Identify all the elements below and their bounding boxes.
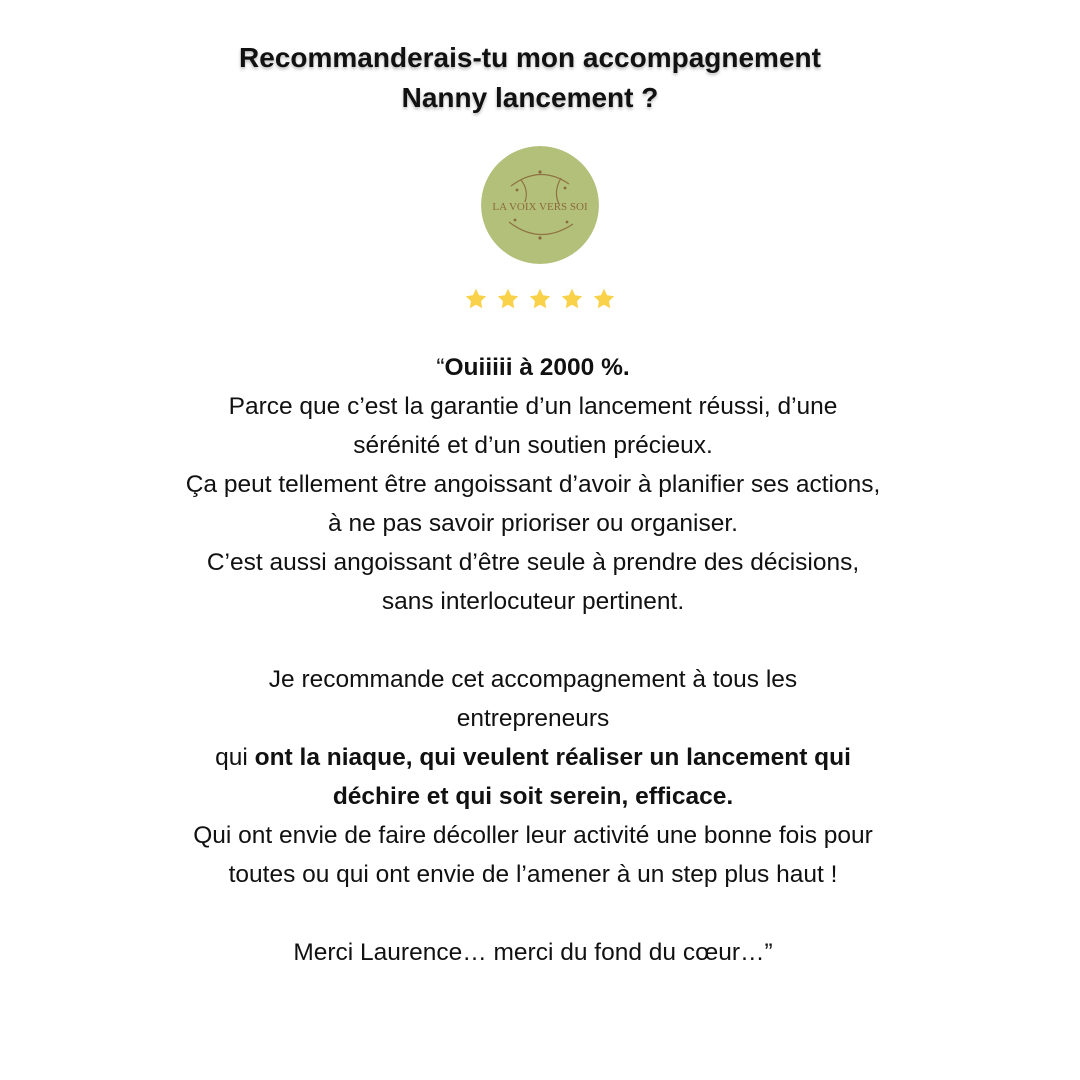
paragraph-gap	[60, 621, 1006, 660]
testimonial-line: C’est aussi angoissant d’être seule à prendre des décisions,	[206, 549, 860, 576]
logo-dot	[514, 219, 517, 222]
logo-dot	[538, 170, 541, 173]
testimonial-line: sans interlocuteur pertinent.	[381, 588, 685, 615]
testimonial-opening	[60, 348, 1006, 387]
star-icon	[464, 287, 488, 311]
testimonial	[60, 348, 1006, 972]
testimonial-line	[60, 777, 1006, 816]
star-rating	[0, 287, 1080, 311]
para2-prefix: qui	[215, 744, 255, 771]
logo-dot	[516, 189, 519, 192]
star-icon	[560, 287, 584, 311]
testimonial-line: à ne pas savoir prioriser ou organiser.	[328, 510, 738, 537]
star-icon	[528, 287, 552, 311]
testimonial-line: Qui ont envie de faire décoller leur activité une bonne fois pour	[193, 822, 873, 849]
testimonial-line: sérénité et d’un soutien précieux.	[353, 432, 713, 459]
testimonial-line: Ça peut tellement être angoissant d’avoir à planifier ses actions,	[185, 471, 881, 498]
page-title	[0, 38, 1060, 118]
title-line-1: Recommanderais-tu mon accompagnement	[239, 42, 821, 73]
logo-dot	[538, 236, 541, 239]
logo-dot	[564, 187, 567, 190]
logo-emblem	[481, 146, 599, 264]
para2-bold-1: ont la niaque, qui veulent réaliser un lancement qui	[254, 744, 851, 771]
brand-logo	[481, 146, 599, 264]
testimonial-closing: Merci Laurence… merci du fond du cœur…”	[293, 939, 773, 966]
testimonial-line: entrepreneurs	[456, 705, 610, 732]
title-line-2: Nanny lancement ?	[401, 82, 659, 113]
logo-dot	[566, 221, 569, 224]
logo-text: LA VOIX VERS SOI	[492, 201, 588, 213]
open-quote: “	[436, 354, 445, 381]
testimonial-line	[60, 738, 1006, 777]
star-icon	[496, 287, 520, 311]
star-icon	[592, 287, 616, 311]
para2-bold-2: déchire et qui soit serein, efficace.	[332, 783, 734, 810]
testimonial-line: toutes ou qui ont envie de l’amener à un step plus haut !	[228, 861, 838, 888]
testimonial-line: Je recommande cet accompagnement à tous les	[268, 666, 798, 693]
paragraph-gap	[60, 894, 1006, 933]
opening-bold: Ouiiiii à 2000 %.	[444, 354, 630, 381]
testimonial-line: Parce que c’est la garantie d’un lancement réussi, d’une	[228, 393, 838, 420]
